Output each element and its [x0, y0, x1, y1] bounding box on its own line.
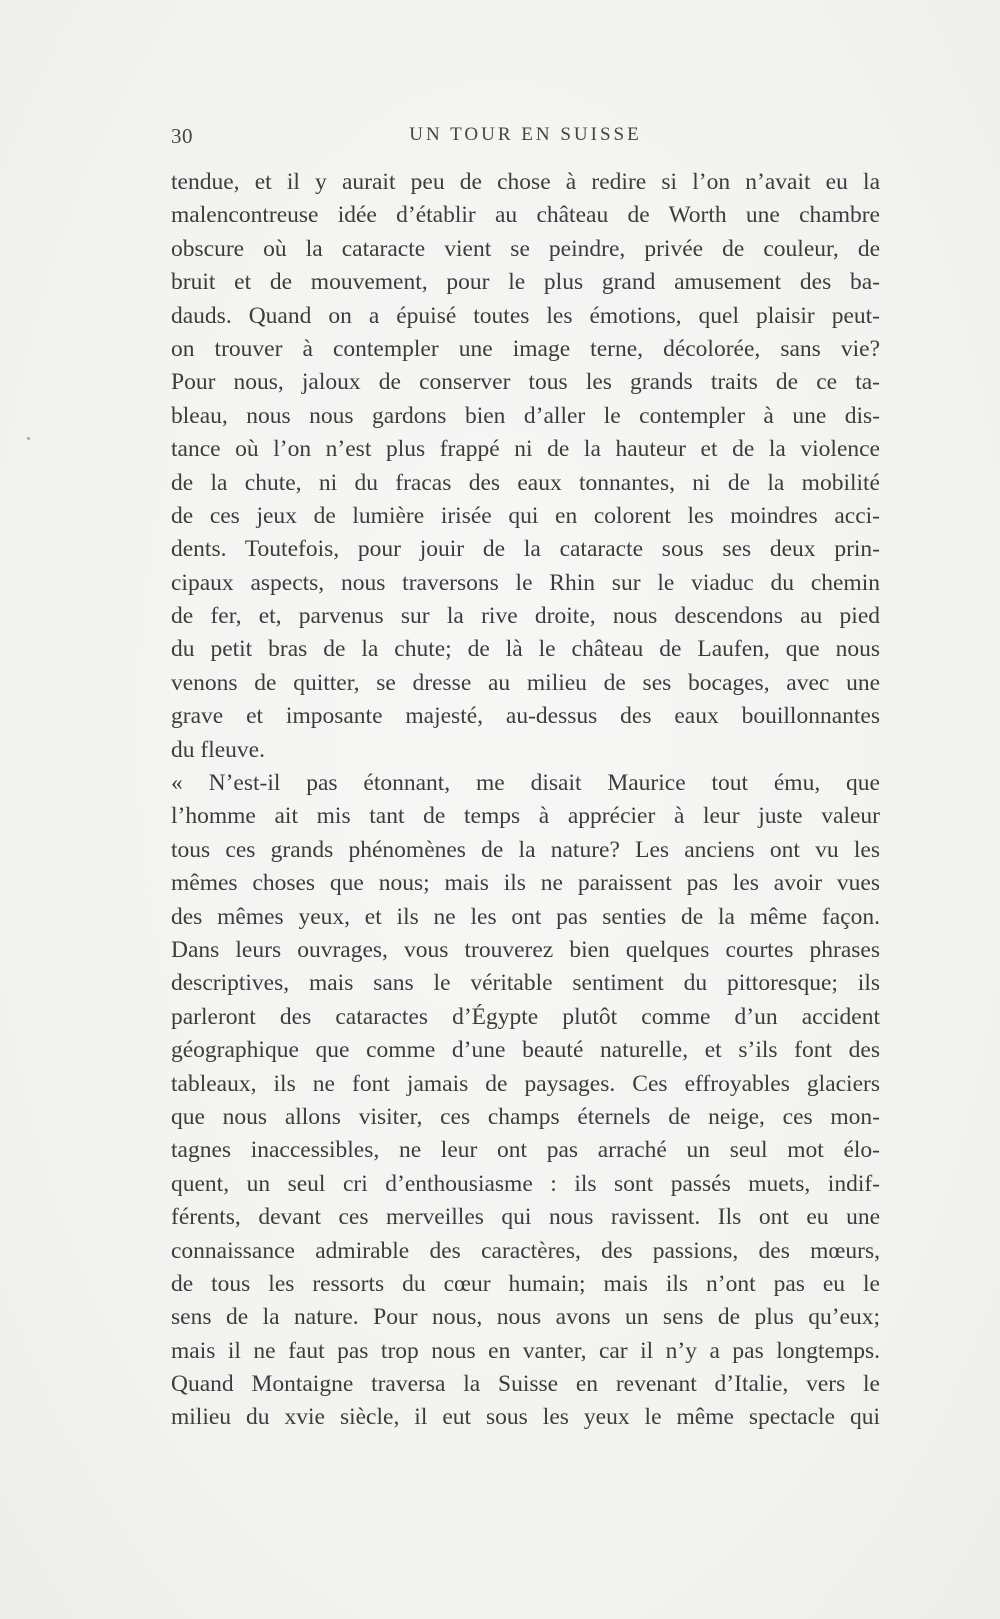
- text-line: quent, un seul cri d’enthousiasme : ils sont passés muets, indif-: [171, 1170, 880, 1197]
- text-line: descriptives, mais sans le véritable sentiment du pittoresque; ils: [171, 970, 880, 997]
- text-line: du petit bras de la chute; de là le château de Laufen, que nous: [171, 636, 880, 663]
- text-line: dauds. Quand on a épuisé toutes les émotions, quel plaisir peut-: [171, 302, 880, 329]
- paper-speck: [27, 437, 30, 440]
- text-line: Dans leurs ouvrages, vous trouverez bien quelques courtes phrases: [171, 936, 880, 963]
- text-line: que nous allons visiter, ces champs éternels de neige, ces mon-: [171, 1103, 880, 1130]
- text-line: Quand Montaigne traversa la Suisse en revenant d’Italie, vers le: [171, 1371, 880, 1398]
- text-line: géographique que comme d’une beauté naturelle, et s’ils font des: [171, 1037, 880, 1064]
- text-line: tous ces grands phénomènes de la nature? Les anciens ont vu les: [171, 836, 880, 863]
- text-line: sens de la nature. Pour nous, nous avons un sens de plus qu’eux;: [171, 1304, 880, 1331]
- text-line: bruit et de mouvement, pour le plus grand amusement des ba-: [171, 269, 880, 296]
- text-line: milieu du xvie siècle, il eut sous les yeux le même spectacle qui: [171, 1404, 880, 1431]
- text-line: tagnes inaccessibles, ne leur ont pas arraché un seul mot élo-: [171, 1137, 880, 1164]
- text-line: férents, devant ces merveilles qui nous ravissent. Ils ont eu une: [171, 1204, 880, 1231]
- text-line: cipaux aspects, nous traversons le Rhin sur le viaduc du chemin: [171, 569, 880, 596]
- page-number: 30: [171, 124, 193, 148]
- text-line: parleront des cataractes d’Égypte plutôt comme d’un accident: [171, 1003, 880, 1030]
- text-line: de la chute, ni du fracas des eaux tonnantes, ni de la mobilité: [171, 469, 880, 496]
- running-title: UN TOUR EN SUISSE: [409, 124, 642, 145]
- text-line: tendue, et il y aurait peu de chose à redire si l’on n’avait eu la: [171, 169, 880, 195]
- text-line: de fer, et, parvenus sur la rive droite, nous descendons au pied: [171, 603, 880, 630]
- text-line: on trouver à contempler une image terne, décolorée, sans vie?: [171, 335, 880, 362]
- text-line: de tous les ressorts du cœur humain; mais ils n’ont pas eu le: [171, 1270, 880, 1297]
- text-line: bleau, nous nous gardons bien d’aller le contempler à une dis-: [171, 402, 880, 429]
- text-line: malencontreuse idée d’établir au château de Worth une chambre: [171, 202, 880, 229]
- text-line: du fleuve.: [171, 736, 265, 763]
- text-line: connaissance admirable des caractères, des passions, des mœurs,: [171, 1237, 880, 1264]
- body-text: [171, 166, 880, 1435]
- text-line: l’homme ait mis tant de temps à apprécier à leur juste valeur: [171, 803, 880, 830]
- text-line: de ces jeux de lumière irisée qui en colorent les moindres acci-: [171, 502, 880, 529]
- text-line: des mêmes yeux, et ils ne les ont pas senties de la même façon.: [171, 903, 880, 930]
- text-line: « N’est-il pas étonnant, me disait Maurice tout ému, que: [171, 770, 880, 797]
- text-line: mais il ne faut pas trop nous en vanter, car il n’y a pas longtemps.: [171, 1337, 880, 1364]
- text-line: mêmes choses que nous; mais ils ne paraissent pas les avoir vues: [171, 870, 880, 897]
- text-line: Pour nous, jaloux de conserver tous les grands traits de ce ta-: [171, 369, 880, 396]
- text-line: venons de quitter, se dresse au milieu de ses bocages, avec une: [171, 669, 880, 696]
- text-line: tance où l’on n’est plus frappé ni de la hauteur et de la violence: [171, 436, 880, 463]
- text-line: tableaux, ils ne font jamais de paysages. Ces effroyables glaciers: [171, 1070, 880, 1097]
- text-line: grave et imposante majesté, au-dessus des eaux bouillonnantes: [171, 703, 880, 730]
- page-header: [171, 120, 880, 154]
- text-line: obscure où la cataracte vient se peindre, privée de couleur, de: [171, 235, 880, 262]
- text-line: dents. Toutefois, pour jouir de la cataracte sous ses deux prin-: [171, 536, 880, 563]
